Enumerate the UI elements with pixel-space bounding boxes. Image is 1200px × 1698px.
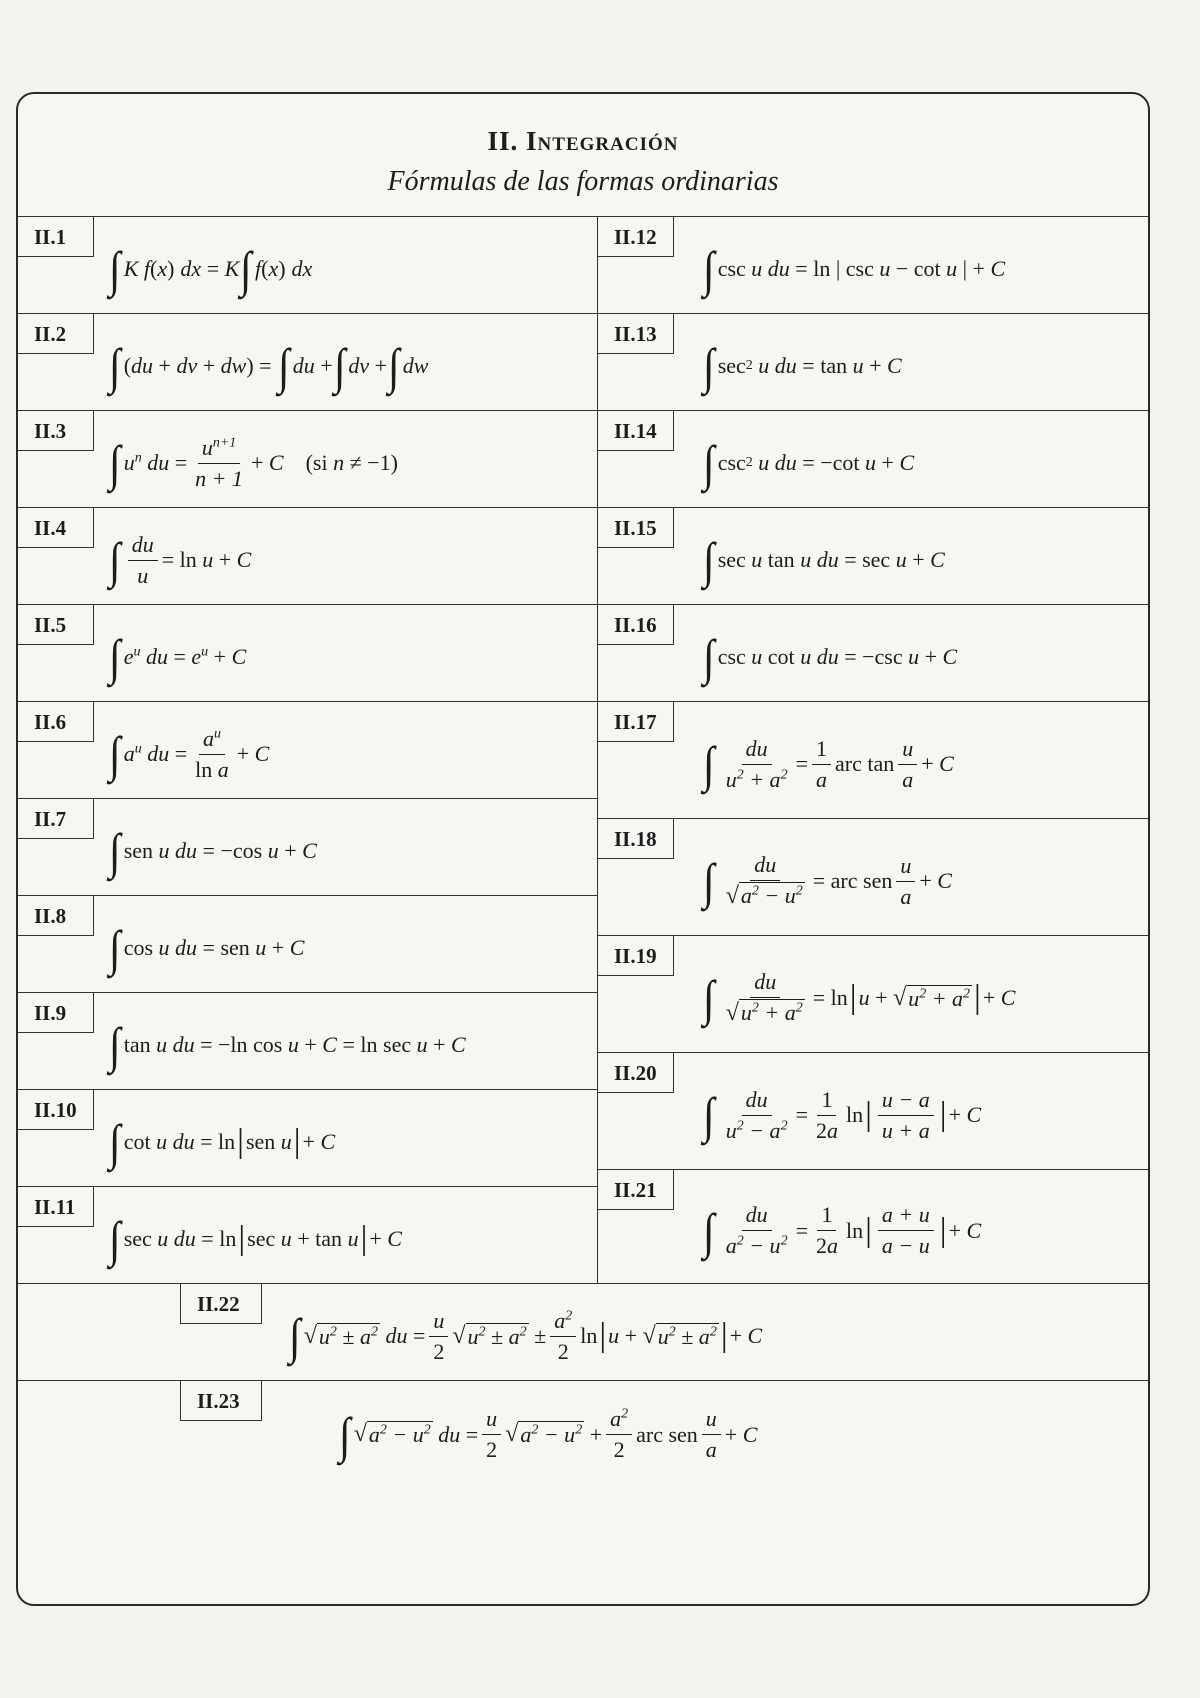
formula-label: II.11 bbox=[18, 1187, 94, 1227]
formula-label: II.14 bbox=[598, 411, 674, 451]
formula-expression: ∫ √ $u^2 \pm a^2$ du = $\frac{u}{2}$ √ $u^2 \pm a^2$ ± $\frac{a^2}{2}$ ln | u + √ $u^2 \pm a^2$ | + C bbox=[289, 1307, 763, 1364]
formula-row bbox=[18, 1380, 1148, 1480]
formula-label: II.18 bbox=[598, 819, 674, 859]
formula-label: II.2 bbox=[18, 314, 94, 354]
formula-expression: ∫ $\frac{du}{u}$ = ln u + C bbox=[109, 531, 252, 588]
formula-label: II.12 bbox=[598, 217, 674, 257]
formula-expression: ∫ cos u du = sen u + C bbox=[109, 920, 305, 976]
formula-label: II.13 bbox=[598, 314, 674, 354]
formula-expression: ∫ csc u cot u du = − csc u + C bbox=[703, 629, 958, 685]
section-title: II. Integración bbox=[487, 126, 679, 156]
formula-row bbox=[598, 216, 1148, 313]
formula-label: II.22 bbox=[180, 1284, 262, 1324]
formula-expression: ∫ ( du + dv + dw ) = ∫ du + ∫ dv + ∫ dw bbox=[109, 338, 429, 394]
formula-expression: ∫ sec 2 u du = tan u + C bbox=[703, 338, 902, 394]
formula-label: II.16 bbox=[598, 605, 674, 645]
formula-row bbox=[18, 1186, 598, 1283]
formula-label: II.10 bbox=[18, 1090, 94, 1130]
formula-row bbox=[598, 313, 1148, 410]
formula-expression: ∫ $\frac{du}{u^2 - a^2}$ = $\frac{1}{2a}$ ln | $\frac{u - a}{u + a}$ | + C bbox=[703, 1086, 982, 1143]
formula-row bbox=[18, 1283, 1148, 1380]
formula-expression: ∫ $\frac{du}{√a^2 - u^2}$ = arc sen $\frac{u}{a}$ + C bbox=[703, 852, 952, 909]
formula-label: II.17 bbox=[598, 702, 674, 742]
formula-label: II.6 bbox=[18, 702, 94, 742]
formula-expression: ∫ $a^u$ du = $\frac{a^u}{\text{ln a}}$ + C bbox=[109, 725, 270, 782]
formula-row bbox=[18, 895, 598, 992]
formula-row bbox=[18, 604, 598, 701]
formula-row bbox=[18, 992, 598, 1089]
formula-row bbox=[18, 507, 598, 604]
formula-expression: ∫ csc u du = ln | csc u − cot u | + C bbox=[703, 241, 1006, 297]
formula-row bbox=[18, 410, 598, 507]
formula-label: II.1 bbox=[18, 217, 94, 257]
formula-label: II.4 bbox=[18, 508, 94, 548]
formula-card bbox=[16, 92, 1150, 1606]
formula-label: II.20 bbox=[598, 1053, 674, 1093]
formula-row bbox=[18, 313, 598, 410]
formula-expression: ∫ K f ( x ) dx = K ∫ f ( x ) dx bbox=[109, 241, 313, 297]
formula-row bbox=[598, 1052, 1148, 1169]
formula-row bbox=[598, 604, 1148, 701]
formula-row bbox=[598, 701, 1148, 818]
formula-label: II.3 bbox=[18, 411, 94, 451]
formula-expression: ∫ sen u du = − cos u + C bbox=[109, 823, 317, 879]
formula-expression: ∫ $\frac{du}{u^2 + a^2}$ = $\frac{1}{a}$ arc tan $\frac{u}{a}$ + C bbox=[703, 735, 954, 792]
formula-label: II.9 bbox=[18, 993, 94, 1033]
formula-expression: ∫ cot u du = ln | sen u | + C bbox=[109, 1114, 336, 1170]
formula-expression: ∫ √ $a^2 - u^2$ du = $\frac{u}{2}$ √ $a^2 - u^2$ + $\frac{a^2}{2}$ arc sen $\frac{u}{a}$ + C bbox=[339, 1406, 758, 1463]
formula-row bbox=[598, 507, 1148, 604]
formula-expression: ∫ tan u du = − ln cos u + C = ln sec u + C bbox=[109, 1017, 466, 1073]
header bbox=[18, 94, 1148, 230]
formula-label: II.23 bbox=[180, 1381, 262, 1421]
formula-expression: ∫ $e^u$ du = $e^u$ + C bbox=[109, 629, 247, 685]
formula-expression: ∫ $\frac{du}{a^2 - u^2}$ = $\frac{1}{2a}$ ln | $\frac{a + u}{a - u}$ | + C bbox=[703, 1202, 982, 1259]
formula-row bbox=[598, 818, 1148, 935]
formula-row bbox=[18, 701, 598, 798]
formula-expression: ∫ sec u du = ln | sec u + tan u | + C bbox=[109, 1211, 402, 1267]
formula-label: II.15 bbox=[598, 508, 674, 548]
formula-expression: ∫ $\frac{du}{√u^2 + a^2}$ = ln | u + √ $u^2 + a^2$ | + C bbox=[703, 969, 1016, 1026]
formula-expression: ∫ $u^n$ du = $\frac{u^{n+1}}{n + 1}$ + C (si n ≠ −1) bbox=[109, 434, 398, 491]
formula-row bbox=[598, 935, 1148, 1052]
formula-expression: ∫ sec u tan u du = sec u + C bbox=[703, 532, 945, 588]
formula-label: II.8 bbox=[18, 896, 94, 936]
formula-label: II.7 bbox=[18, 799, 94, 839]
section-subtitle: Fórmulas de las formas ordinarias bbox=[387, 166, 779, 197]
formula-label: II.21 bbox=[598, 1170, 674, 1210]
formula-row bbox=[18, 216, 598, 313]
formula-label: II.19 bbox=[598, 936, 674, 976]
formula-expression: ∫ csc 2 u du = − cot u + C bbox=[703, 435, 915, 491]
formula-row bbox=[598, 410, 1148, 507]
formula-label: II.5 bbox=[18, 605, 94, 645]
formula-row bbox=[18, 798, 598, 895]
formula-row bbox=[598, 1169, 1148, 1283]
formula-row bbox=[18, 1089, 598, 1186]
